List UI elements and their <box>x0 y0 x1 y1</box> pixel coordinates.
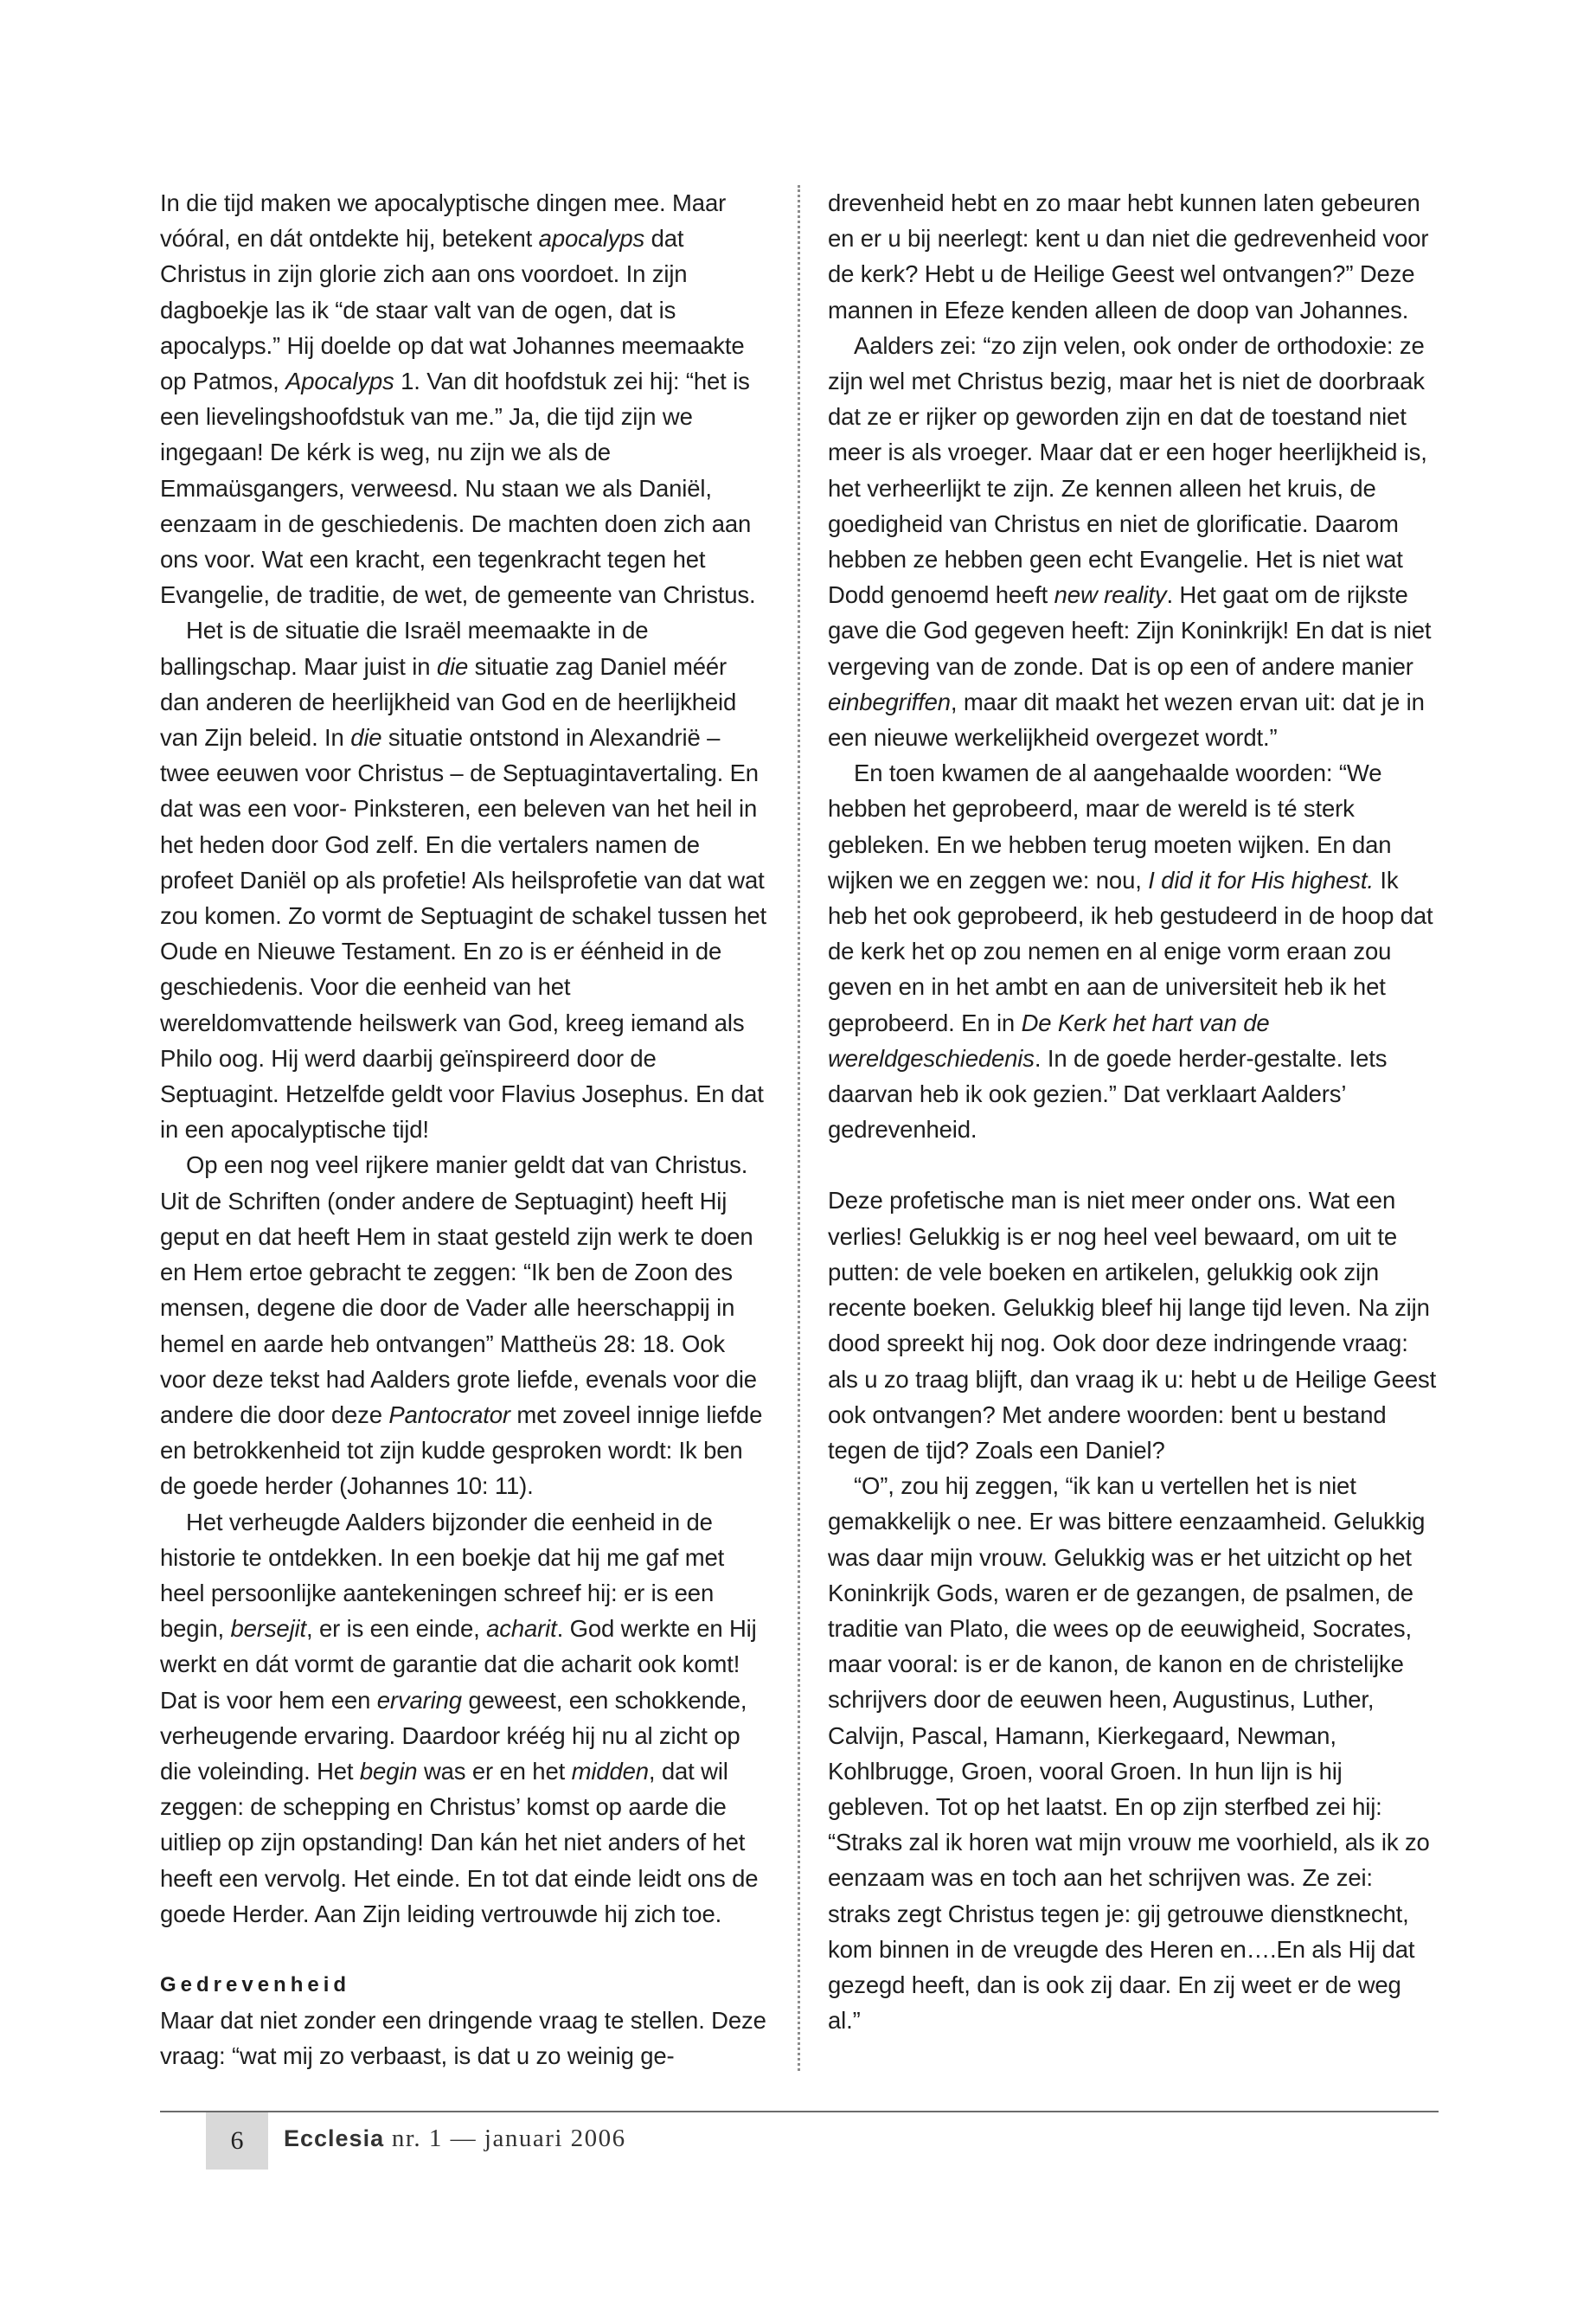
italic-run: apocalyps <box>538 225 645 253</box>
italic-run: ervaring <box>376 1686 462 1714</box>
italic-run: Pantocrator <box>388 1400 510 1428</box>
paragraph <box>828 1183 1439 1468</box>
text-run: . Het gaat om de rijkste gave die God gegeven heeft: Zijn Koninkrijk! En dat is niet vergeving van de zonde. Dat is op een of andere manier <box>828 581 1432 680</box>
issue-info: nr. 1 — januari 2006 <box>391 2125 626 2152</box>
text-run: Het is de situatie die Israël meemaakte in de ballingschap. Maar juist in <box>160 617 649 680</box>
text-run: , er is een einde, <box>305 1615 487 1643</box>
text-run: Ik heb het ook geprobeerd, ik heb gestudeerd in de hoop dat de kerk het op zou nemen en al enige vorm eraan zou geven en in het ambt en aan de universiteit heb ik het geprobeerd. En in <box>828 866 1433 1036</box>
paragraph <box>160 185 769 612</box>
italic-run: De Kerk het hart van de wereldgeschiedenis <box>828 1009 1270 1072</box>
text-run: Maar dat niet zonder een dringende vraag te stellen. Deze vraag: “wat mij zo verbaast, is dat u zo weinig ge- <box>160 2007 766 2070</box>
text-run: was er en het <box>417 1757 572 1785</box>
text-run: Het verheugde Aalders bijzonder die eenheid in de historie te ontdekken. In een boekje dat hij me gaf met heel persoonlijke aantekeningen schreef hij: er is een begin, <box>160 1508 725 1643</box>
paragraph <box>828 1468 1439 2038</box>
paragraph <box>160 1504 769 1932</box>
italic-run: midden <box>571 1757 649 1785</box>
italic-run: die <box>350 724 382 752</box>
footer-rule <box>160 2111 1439 2112</box>
paragraph <box>160 612 769 1147</box>
text-run: situatie zag Daniel méér dan anderen de heerlijkheid van God en de heerlijkheid van Zijn beleid. In <box>160 652 737 752</box>
page-number: 6 <box>206 2112 268 2170</box>
text-run: 1. Van dit hoofdstuk zei hij: “het is een lievelingshoofdstuk van me.” Ja, die tijd zijn we ingegaan! De kérk is weg, nu zijn we als de Emmaüsgangers, verweesd. Nu staan we als Daniël, eenzaam in de geschiedenis. De machten doen zich aan ons voor. Wat een kracht, een tegenkracht tegen het Evangelie, de traditie, de wet, de gemeente van Christus. <box>160 368 756 609</box>
text-run: , dat wil zeggen: de schepping en Christus’ komst op aarde die uitliep op zijn opstanding! Dan kán het niet anders of het heeft een vervolg. Het einde. En tot dat einde leidt ons de goede Herder. Aan Zijn leiding vertrouwde hij zich toe. <box>160 1757 759 1927</box>
italic-run: acharit <box>486 1615 557 1643</box>
text-run: dat Christus in zijn glorie zich aan ons voordoet. In zijn dagboekje las ik “de staar valt van de ogen, dat is apocalyps.” Hij doelde op dat wat Johannes meemaakte op Patmos, <box>160 225 745 395</box>
text-run: En toen kwamen de al aangehaalde woorden: “We hebben het geprobeerd, maar de wereld is té sterk gebleken. En we hebben terug moeten wijken. En dan wijken we en zeggen we: nou, <box>828 760 1392 894</box>
text-run: Aalders zei: “zo zijn velen, ook onder de orthodoxie: ze zijn wel met Christus bezig, maar het is niet de doorbraak dat ze er rijker op geworden zijn en dat de toestand niet meer is als vroeger. Maar dat er een hoger heerlijkheid is, het verheerlijkt te zijn. Ze kennen alleen het kruis, de goedigheid van Christus en niet de glorificatie. Daarom hebben ze hebben geen echt Evangelie. Het is niet wat Dodd genoemd heeft <box>828 331 1427 609</box>
left-body-continued <box>160 2003 769 2073</box>
left-body <box>160 185 769 1932</box>
italic-run: einbegriffen <box>828 688 951 715</box>
paragraph <box>160 2003 769 2073</box>
section-heading: Gedrevenheid <box>160 1972 351 1997</box>
text-run: Deze profetische man is niet meer onder ons. Wat een verlies! Gelukkig is er nog heel veel bewaard, om uit te putten: de vele boeken en artikelen, gelukkig ook zijn recente boeken. Gelukkig bleef hij lange tijd leven. Na zijn dood spreekt hij nog. Ook door deze indringende vraag: als u zo traag blijft, dan vraag ik u: hebt u de Heilige Geest ook ontvangen? Met andere woorden: bent u bestand tegen de tijd? Zoals een Daniel? <box>828 1187 1437 1464</box>
text-run: In die tijd maken we apocalyptische dingen mee. Maar vóóral, en dát ontdekte hij, betekent <box>160 189 727 253</box>
text-run: , maar dit maakt het wezen ervan uit: dat je in een nieuwe werkelijkheid overgezet wordt.” <box>828 688 1425 752</box>
text-run: drevenheid hebt en zo maar hebt kunnen laten gebeuren en er u bij neerlegt: kent u dan niet die gedrevenheid voor de kerk? Hebt u de Heilige Geest wel ontvangen?” Deze mannen in Efeze kenden alleen de doop van Johannes. <box>828 189 1429 324</box>
text-run: geweest, een schokkende, verheugende ervaring. Daardoor kréég hij nu al zicht op die voleinding. Het <box>160 1686 747 1785</box>
text-run: met zoveel innige liefde en betrokkenheid tot zijn kudde gesproken wordt: Ik ben de goede herder (Johannes 10: 11). <box>160 1400 763 1500</box>
left-column <box>160 185 769 2074</box>
text-run: “O”, zou hij zeggen, “ik kan u vertellen het is niet gemakkelijk o nee. Er was bittere eenzaamheid. Gelukkig was daar mijn vrouw. Gelukkig was er het uitzicht op het Koninkrijk Gods, waren er de gezangen, de psalmen, de traditie van Plato, die wees op de eeuwigheid, Socrates, maar vooral: is er de kanon, de kanon en de christelijke schrijvers door de eeuwen heen, Augustinus, Luther, Calvijn, Pascal, Hamann, Kierkegaard, Newman, Kohlbrugge, Groen, vooral Groen. In hun lijn is hij gebleven. Tot op het laatst. En op zijn sterfbed zei hij: “Straks zal ik horen wat mijn vrouw me voorhield, als ik zo eenzaam was en toch aan het schrijven was. Ze zei: straks zegt Christus tegen je: gij getrouwe dienstknecht, kom binnen in de vreugde des Heren en….En als Hij dat gezegd heeft, dan is ook zij daar. En zij weet er de weg al.” <box>828 1472 1430 2035</box>
column-divider <box>798 185 800 2071</box>
italic-run: die <box>436 652 469 680</box>
text-run: . In de goede herder-gestalte. Iets daarvan heb ik ook gezien.” Dat verklaart Aalders’ gedrevenheid. <box>828 1044 1388 1144</box>
footer-publication-line <box>284 2125 626 2153</box>
paragraph <box>828 185 1439 328</box>
text-run: situatie ontstond in Alexandrië – twee eeuwen voor Christus – de Septuagintavertaling. En dat was een voor- Pinksteren, een beleven van het heil in het heden door God zelf. En die vertalers namen de profeet Daniël op als profetie! Als heilsprofetie van dat wat zou komen. Zo vormt de Septuagint de schakel tussen het Oude en Nieuwe Testament. En zo is er éénheid in de geschiedenis. Voor die eenheid van het wereldomvattende heilswerk van God, kreeg iemand als Philo oog. Hij werd daarbij geïnspireerd door de Septuagint. Hetzelfde geldt voor Flavius Josephus. En dat in een apocalyptische tijd! <box>160 724 767 1144</box>
italic-run: Apocalyps <box>285 368 394 395</box>
italic-run: bersejit <box>230 1615 306 1643</box>
italic-run: begin <box>359 1757 418 1785</box>
paragraph <box>828 328 1439 755</box>
paragraph <box>160 1147 769 1503</box>
publication-name: Ecclesia <box>284 2125 385 2151</box>
italic-run: I did it for His highest. <box>1148 866 1374 894</box>
right-body <box>828 185 1439 2038</box>
text-run: . God werkte en Hij werkt en dát vormt de garantie dat die acharit ook komt! Dat is voor hem een <box>160 1615 757 1714</box>
right-column <box>828 185 1439 2038</box>
text-run: Op een nog veel rijkere manier geldt dat van Christus. Uit de Schriften (onder andere de Septuagint) heeft Hij geput en dat heeft Hem in staat gesteld zijn werk te doen en Hem ertoe gebracht te zeggen: “Ik ben de Zoon des mensen, degene die door de Vader alle heerschappij in hemel en aarde heb ontvangen” Mattheüs 28: 18. Ook voor deze tekst had Aalders grote liefde, evenals voor die andere die door deze <box>160 1151 757 1428</box>
paragraph <box>828 755 1439 1147</box>
italic-run: new reality <box>1054 581 1167 609</box>
